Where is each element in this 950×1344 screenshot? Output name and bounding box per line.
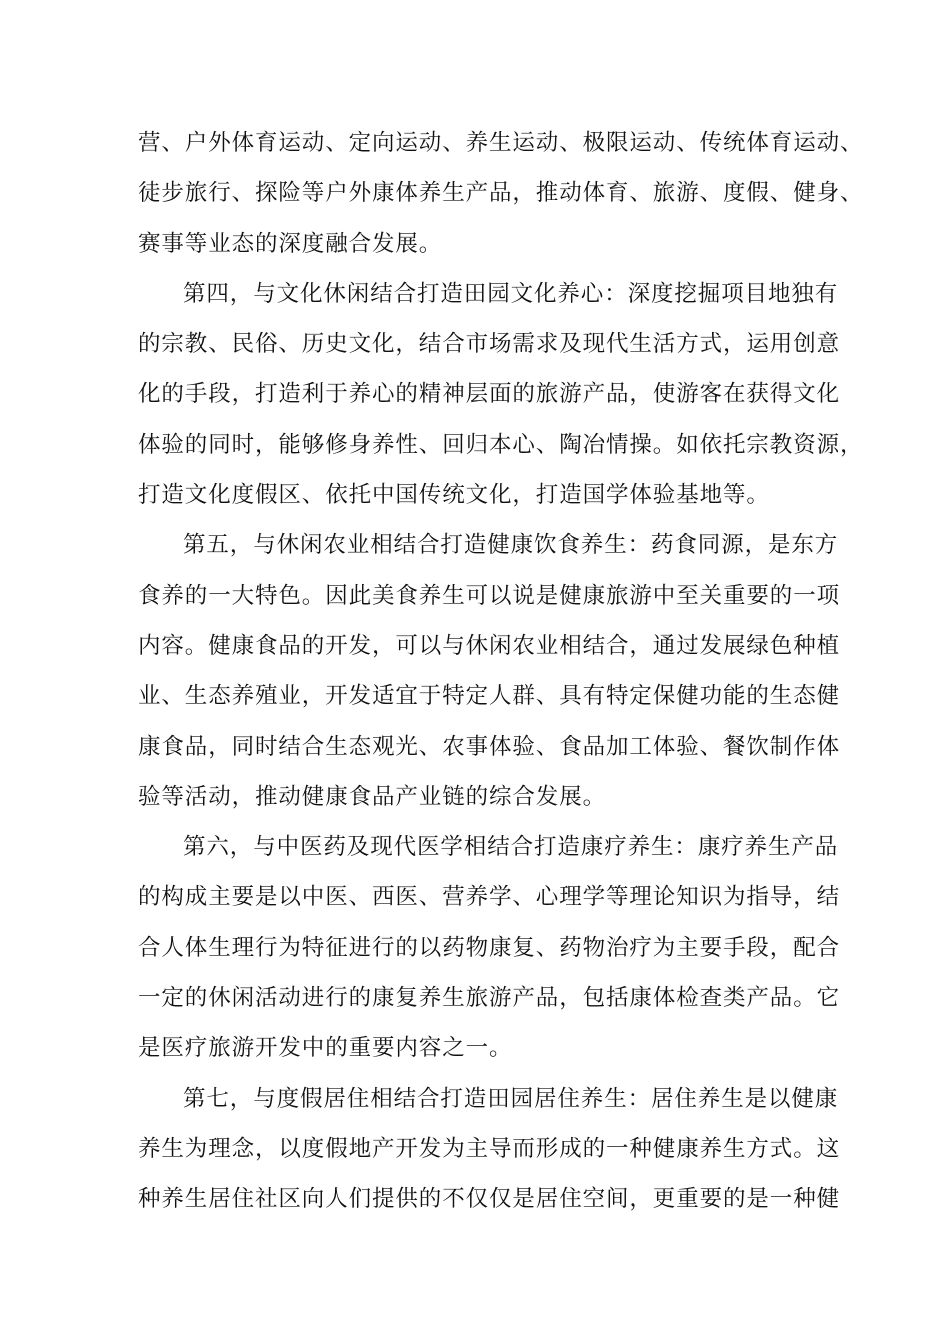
text-line: 赛事等业态的深度融合发展。	[138, 230, 443, 257]
text-line: 合人体生理行为特征进行的以药物康复、药物治疗为主要手段，配合	[138, 934, 841, 961]
text-line: 的构成主要是以中医、西医、营养学、心理学等理论知识为指导，结	[138, 884, 841, 911]
text-line: 内容。健康食品的开发，可以与休闲农业相结合，通过发展绿色种植	[138, 632, 841, 659]
paragraph-first-line: 第五，与休闲农业相结合打造健康饮食养生：药食同源，是东方	[183, 532, 839, 559]
text-line: 徒步旅行、探险等户外康体养生产品，推动体育、旅游、度假、健身、	[138, 180, 864, 207]
paragraph-first-line: 第七，与度假居住相结合打造田园居住养生：居住养生是以健康	[183, 1085, 839, 1112]
text-line: 种养生居住社区向人们提供的不仅仅是居住空间，更重要的是一种健	[138, 1186, 841, 1213]
text-line: 体验的同时，能够修身养性、回归本心、陶冶情操。如依托宗教资源，	[138, 431, 864, 458]
paragraph-first-line: 第四，与文化休闲结合打造田园文化养心：深度挖掘项目地独有	[183, 280, 839, 307]
text-line: 化的手段，打造利于养心的精神层面的旅游产品，使游客在获得文化	[138, 381, 841, 408]
paragraph-first-line: 第六，与中医药及现代医学相结合打造康疗养生：康疗养生产品	[183, 834, 839, 861]
text-line: 的宗教、民俗、历史文化，结合市场需求及现代生活方式，运用创意	[138, 331, 841, 358]
body-text	[138, 118, 864, 1225]
text-line: 验等活动，推动健康食品产业链的综合发展。	[138, 783, 607, 810]
text-line: 一定的休闲活动进行的康复养生旅游产品，包括康体检查类产品。它	[138, 985, 841, 1012]
text-line: 康食品，同时结合生态观光、农事体验、食品加工体验、餐饮制作体	[138, 733, 841, 760]
text-line: 养生为理念，以度假地产开发为主导而形成的一种健康养生方式。这	[138, 1135, 841, 1162]
text-line: 业、生态养殖业，开发适宜于特定人群、具有特定保健功能的生态健	[138, 683, 841, 710]
text-line: 食养的一大特色。因此美食养生可以说是健康旅游中至关重要的一项	[138, 582, 841, 609]
text-line: 打造文化度假区、依托中国传统文化，打造国学体验基地等。	[138, 482, 770, 509]
text-line: 营、户外体育运动、定向运动、养生运动、极限运动、传统体育运动、	[138, 130, 864, 156]
text-line: 是医疗旅游开发中的重要内容之一。	[138, 1035, 513, 1062]
